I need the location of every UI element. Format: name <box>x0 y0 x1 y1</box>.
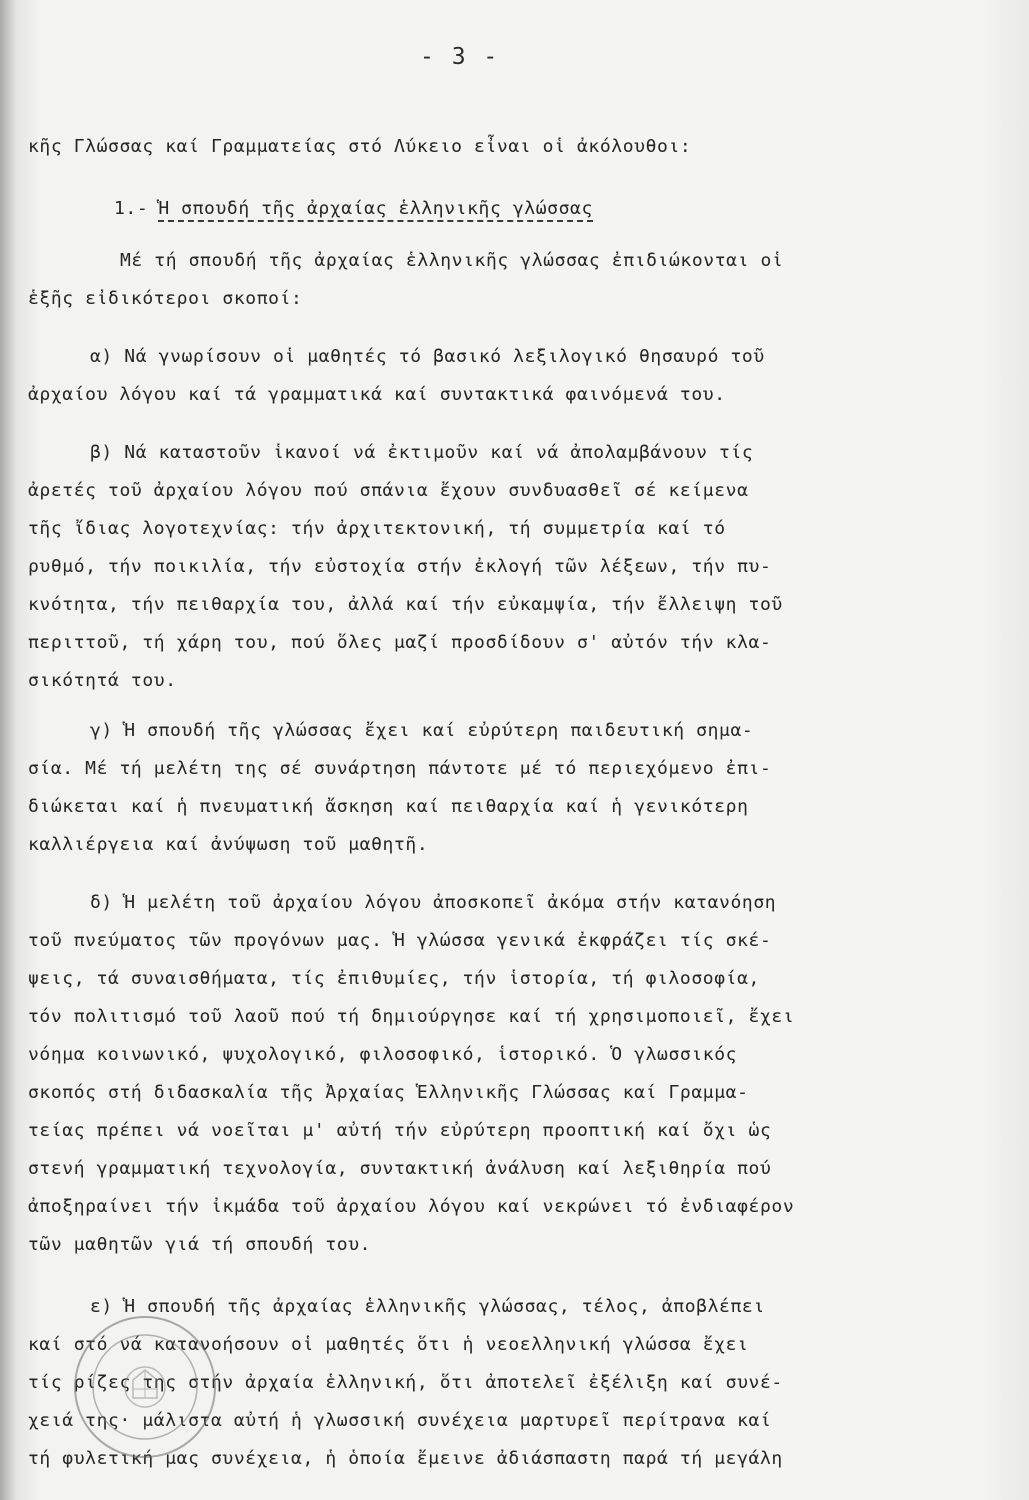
text-line: καί στό νά κατανοήσουν οἱ μαθητές ὅτι ἡ νεοελληνική γλώσσα ἔχει <box>28 1334 749 1355</box>
text-line: σία. Μέ τή μελέτη της σέ συνάρτηση πάντοτε μέ τό περιεχόμενο ἐπι- <box>28 758 772 779</box>
text-line: β) Νά καταστοῦν ἱκανοί νά ἐκτιμοῦν καί νά ἀπολαμβάνουν τίς <box>90 442 754 463</box>
page-number: - 3 - <box>420 44 500 70</box>
text-line: κνότητα, τήν πειθαρχία του, ἀλλά καί τήν εὐκαμψία, τήν ἔλλειψη τοῦ <box>28 594 783 615</box>
text-line: καλλιέργεια καί ἀνύψωση τοῦ μαθητῆ. <box>28 834 429 855</box>
text-line: τῶν μαθητῶν γιά τή σπουδή του. <box>28 1234 372 1255</box>
text-line: στενή γραμματική τεχνολογία, συντακτική ἀνάλυση καί λεξιθηρία πού <box>28 1158 772 1179</box>
text-line: γ) Ἡ σπουδή τῆς γλώσσας ἔχει καί εὐρύτερη παιδευτική σημα- <box>90 720 754 741</box>
text-line: δ) Ἡ μελέτη τοῦ ἀρχαίου λόγου ἀποσκοπεῖ ἀκόμα στήν κατανόηση <box>90 892 777 913</box>
section-number: 1.- <box>114 198 149 219</box>
text-line: ἀποξηραίνει τήν ἰκμάδα τοῦ ἀρχαίου λόγου καί νεκρώνει τό ἐνδιαφέρον <box>28 1196 795 1217</box>
text-line: τή φυλετική μας συνέχεια, ἡ ὁποία ἔμεινε ἀδιάσπαστη παρά τή μεγάλη <box>28 1448 783 1469</box>
page-edge-shadow <box>0 0 16 1500</box>
text-line: τείας πρέπει νά νοεῖται μ' αὐτή τήν εὐρύτερη προοπτική καί ὄχι ὡς <box>28 1120 772 1141</box>
official-stamp <box>70 1312 220 1462</box>
text-line: ἑξῆς εἰδικότεροι σκοποί: <box>28 288 303 309</box>
text-line: τίς ρίζες της στήν ἀρχαία ἑλληνική, ὅτι ἀποτελεῖ ἐξέλιξη καί συνέ- <box>28 1372 783 1393</box>
section-heading <box>114 196 593 222</box>
text-line: νόημα κοινωνικό, ψυχολογικό, φιλοσοφικό, ἱστορικό. Ὁ γλωσσικός <box>28 1044 738 1065</box>
text-line: κῆς Γλώσσας καί Γραμματείας στό Λύκειο εἶναι οἱ ἀκόλουθοι: <box>28 136 692 157</box>
text-line: διώκεται καί ἡ πνευματική ἄσκηση καί πειθαρχία καί ἡ γενικότερη <box>28 796 749 817</box>
text-line: χειά της· μάλιστα αὐτή ἡ γλωσσική συνέχεια μαρτυρεῖ περίτρανα καί <box>28 1410 772 1431</box>
text-line: ἀρχαίου λόγου καί τά γραμματικά καί συντακτικά φαινόμενά του. <box>28 384 726 405</box>
text-line: ψεις, τά συναισθήματα, τίς ἐπιθυμίες, τήν ἱστορία, τή φιλοσοφία, <box>28 968 760 989</box>
text-line: ρυθμό, τήν ποικιλία, τήν εὐστοχία στήν ἐκλογή τῶν λέξεων, τήν πυ- <box>28 556 772 577</box>
section-title: Ἡ σπουδή τῆς ἀρχαίας ἑλληνικῆς γλώσσας <box>158 198 593 222</box>
text-line: σικότητά του. <box>28 670 177 691</box>
text-line: σκοπός στή διδασκαλία τῆς Ἀρχαίας Ἑλληνικῆς Γλώσσας καί Γραμμα- <box>28 1082 749 1103</box>
text-line: ἀρετές τοῦ ἀρχαίου λόγου πού σπάνια ἔχουν συνδυασθεῖ σέ κείμενα <box>28 480 749 501</box>
text-line: τῆς ἴδιας λογοτεχνίας: τήν ἀρχιτεκτονική, τή συμμετρία καί τό <box>28 518 726 539</box>
text-line: περιττοῦ, τή χάρη του, πού ὅλες μαζί προσδίδουν σ' αὐτόν τήν κλα- <box>28 632 772 653</box>
text-line: ε) Ἡ σπουδή τῆς ἀρχαίας ἑλληνικῆς γλώσσας, τέλος, ἀποβλέπει <box>90 1296 765 1317</box>
text-line: Μέ τή σπουδή τῆς ἀρχαίας ἑλληνικῆς γλώσσας ἐπιδιώκονται οἱ <box>120 250 784 271</box>
text-line: τόν πολιτισμό τοῦ λαοῦ πού τή δημιούργησε καί τή χρησιμοποιεῖ, ἔχει <box>28 1006 795 1027</box>
text-line: α) Νά γνωρίσουν οἱ μαθητές τό βασικό λεξιλογικό θησαυρό τοῦ <box>90 346 765 367</box>
text-line: τοῦ πνεύματος τῶν προγόνων μας. Ἡ γλώσσα γενικά ἐκφράζει τίς σκέ- <box>28 930 772 951</box>
